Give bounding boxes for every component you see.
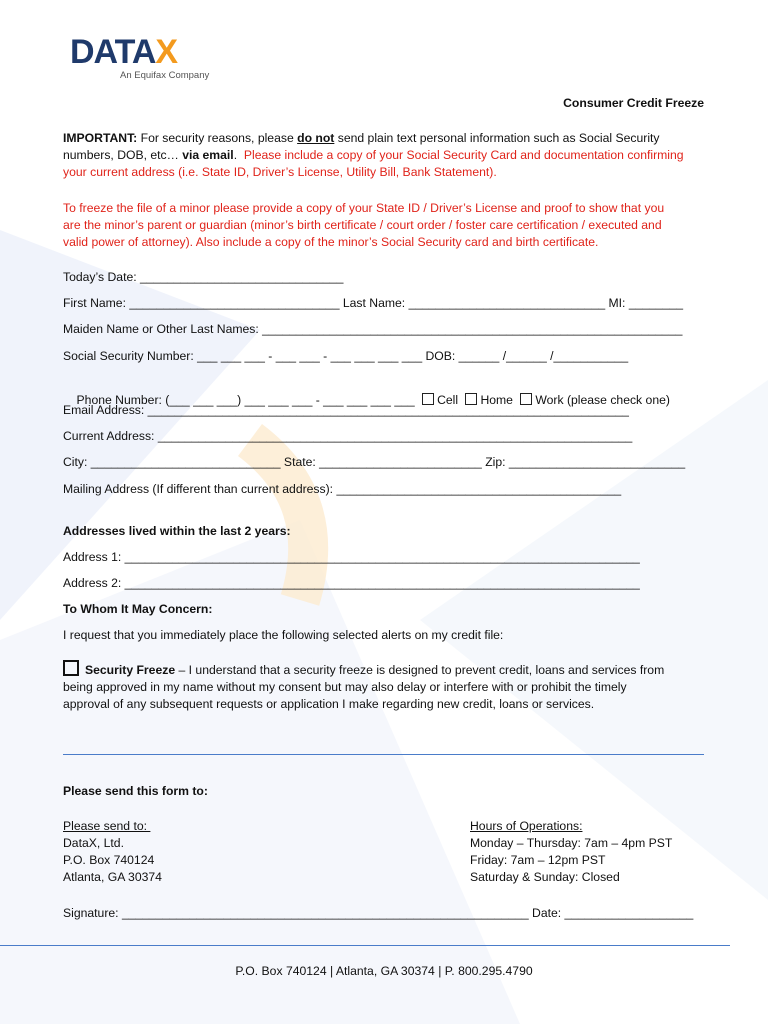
addresses-heading: Addresses lived within the last 2 years: (63, 524, 291, 538)
important-text-2: send plain text personal information such as Social Security (334, 131, 660, 145)
send-to-line: DataX, Ltd. (63, 836, 124, 850)
send-to-title: Please send to: (63, 819, 151, 833)
logo-tagline: An Equifax Company (120, 70, 210, 81)
maiden-name-field[interactable]: Maiden Name or Other Last Names: ______________________________________________________________ (63, 322, 683, 336)
work-label: Work (please check one) (535, 393, 670, 407)
cell-label: Cell (437, 393, 462, 407)
ssn-dob-fields[interactable]: Social Security Number: ___ ___ ___ - ___ ___ - ___ ___ ___ ___ DOB: ______ /______ /___________ (63, 349, 629, 363)
send-to-line: P.O. Box 740124 (63, 853, 155, 867)
phone-number-line[interactable]: Phone Number: (___ ___ ___) ___ ___ ___ - ___ ___ ___ ___ (76, 393, 419, 407)
name-fields[interactable]: First Name: _______________________________ Last Name: _____________________________ MI: ________ (63, 296, 684, 310)
logo-wordmark: DATAX (70, 33, 178, 71)
footer-divider (0, 945, 730, 946)
section-divider (63, 754, 704, 755)
request-text: I request that you immediately place the following selected alerts on my credit file: (63, 628, 504, 642)
todays-date-field[interactable]: Today’s Date: ______________________________ (63, 270, 344, 284)
home-label: Home (480, 393, 517, 407)
logo-x-mark: X (155, 33, 178, 71)
hours-line: Monday – Thursday: 7am – 4pm PST (470, 836, 673, 850)
important-label: IMPORTANT: (63, 131, 138, 145)
send-heading: Please send this form to: (63, 784, 208, 798)
email-field[interactable]: Email Address: _______________________________________________________________________ (63, 403, 629, 417)
hours-block (470, 818, 672, 886)
hours-line: Saturday & Sunday: Closed (470, 870, 620, 884)
security-freeze-option (63, 660, 664, 713)
security-freeze-label: Security Freeze (85, 663, 176, 677)
datax-logo (62, 30, 222, 90)
minor-notice-line: To freeze the file of a minor please provide a copy of your State ID / Driver’s License and proof to show that you (63, 201, 665, 215)
minor-notice (63, 200, 664, 251)
security-freeze-text: being approved in my name without my consent but may also delay or interfere with or prohibit the timely (63, 680, 627, 694)
mailing-block (63, 818, 162, 886)
address-2-field[interactable]: Address 2: ____________________________________________________________________________ (63, 576, 640, 590)
security-freeze-text: – I understand that a security freeze is designed to prevent credit, loans and services from (175, 663, 665, 677)
important-text-1: For security reasons, please (140, 131, 298, 145)
mailing-address-field[interactable]: Mailing Address (If different than current address): __________________________________________ (63, 482, 622, 496)
current-address-field[interactable]: Current Address: ______________________________________________________________________ (63, 429, 633, 443)
hours-line: Friday: 7am – 12pm PST (470, 853, 606, 867)
important-text-4: . (233, 148, 238, 162)
important-red-2: your current address (i.e. State ID, Driver’s License, Utility Bill, Bank Statement). (63, 165, 497, 179)
city-state-zip-fields[interactable]: City: ____________________________ State: ________________________ Zip: __________________________ (63, 455, 686, 469)
hours-title: Hours of Operations: (470, 819, 583, 833)
important-red-1: Please include a copy of your Social Security Card and documentation confirming (243, 148, 684, 162)
important-text-3: numbers, DOB, etc… (63, 148, 183, 162)
minor-notice-line: valid power of attorney). Also include a copy of the minor’s Social Security card and birth certificate. (63, 235, 599, 249)
document-title: Consumer Credit Freeze (563, 96, 704, 110)
signature-date-field[interactable]: Signature: ____________________________________________________________ Date: ___________________ (63, 906, 694, 920)
footer-contact: P.O. Box 740124 | Atlanta, GA 30374 | P. 800.295.4790 (235, 964, 533, 978)
do-not-text: do not (297, 131, 335, 145)
security-freeze-checkbox[interactable] (63, 660, 79, 676)
important-notice (63, 130, 713, 181)
security-freeze-text: approval of any subsequent requests or application I make regarding new credit, loans or services. (63, 697, 595, 711)
send-to-line: Atlanta, GA 30374 (63, 870, 162, 884)
minor-notice-line: are the minor’s parent or guardian (minor’s birth certificate / court order / foster care certification / executed and (63, 218, 662, 232)
to-whom-heading: To Whom It May Concern: (63, 602, 213, 616)
address-1-field[interactable]: Address 1: ____________________________________________________________________________ (63, 550, 640, 564)
via-email-text: via email (182, 148, 234, 162)
